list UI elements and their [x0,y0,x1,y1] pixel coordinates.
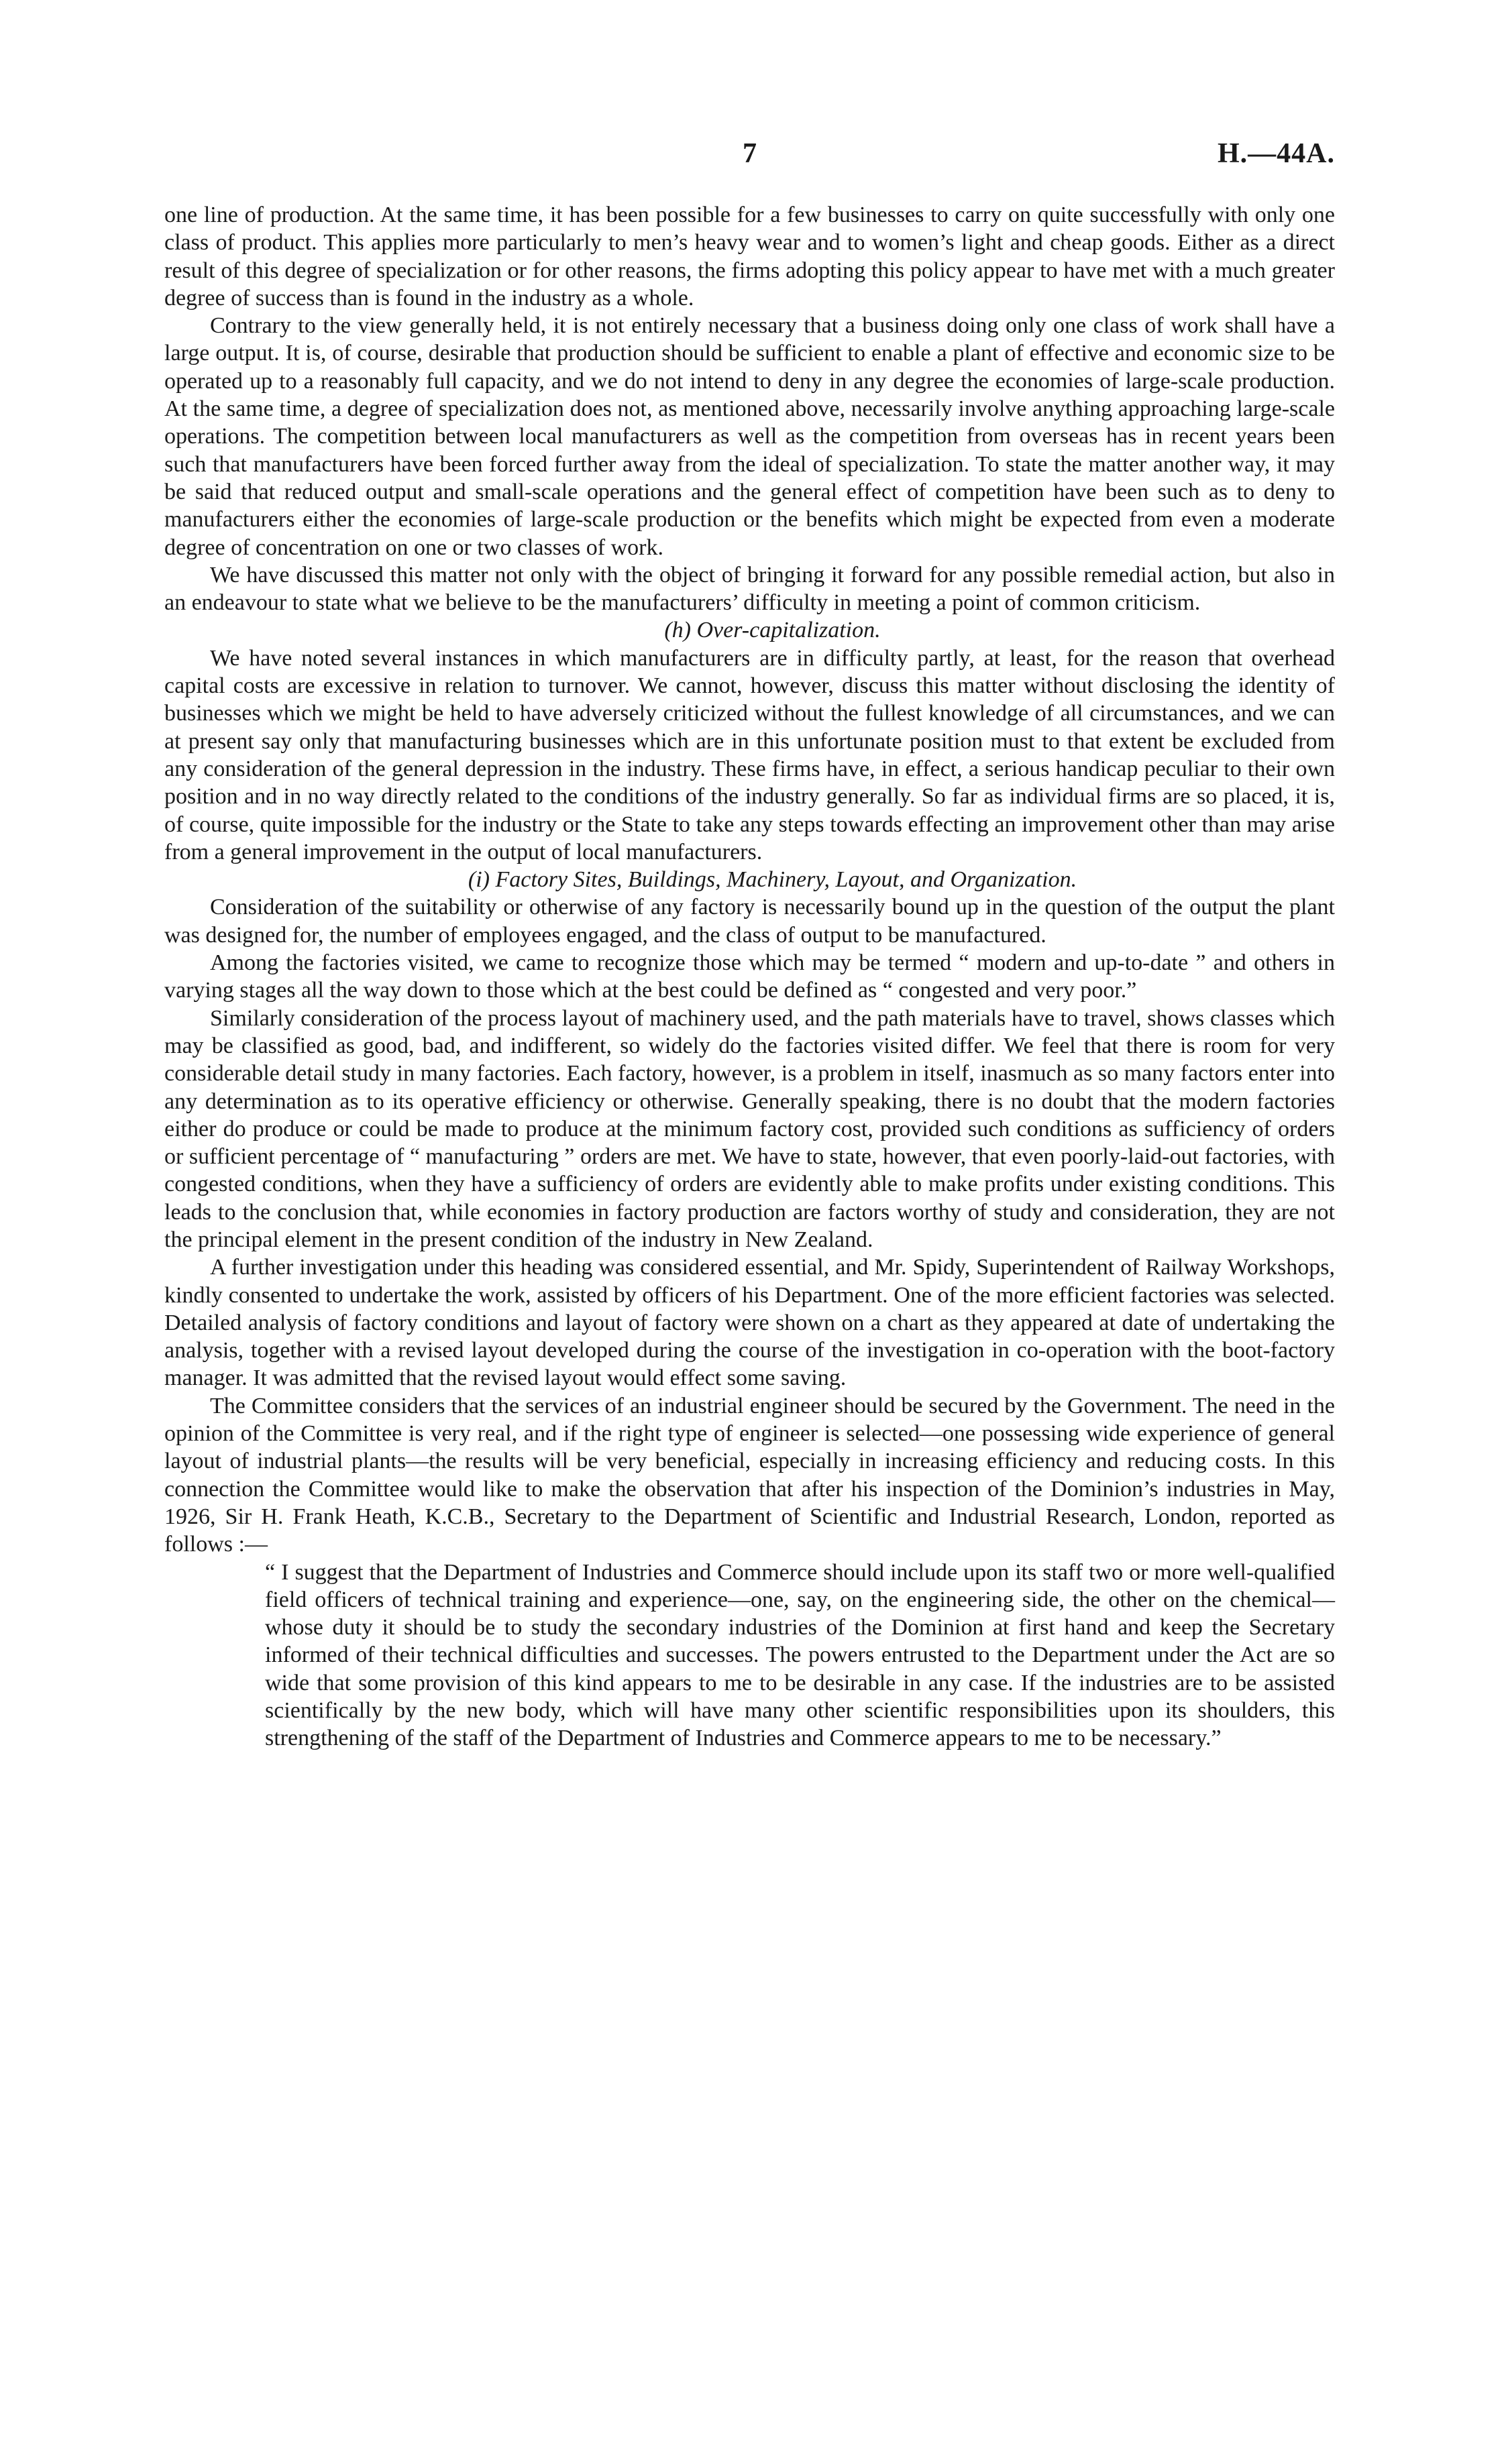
page-header [164,137,1335,178]
page-number: 7 [743,138,757,169]
paragraph-over-capitalization: We have noted several instances in which manufacturers are in difficulty partly, at least, for the reason that overhead capital costs are excessive in relation to turnover. We cannot, however, discuss this matter without disclosing the identity of businesses which we might be held to have adversely criticized without the fullest knowledge of all circumstances, and we can at present say only that manufacturing businesses which are in this unfortunate position must to that extent be excluded from any consideration of the general depression in the industry. These firms have, in effect, a serious handicap peculiar to their own position and in no way directly related to the conditions of the industry generally. So far as individual firms are so placed, it is, of course, quite impossible for the industry or the State to take any steps towards effecting an improvement other than may arise from a general improvement in the output of local manufacturers. [164,645,1335,864]
quote-text: “ I suggest that the Department of Industries and Commerce should include upon its staff two or more well-qualified field officers of technical training and experience—one, say, on the engineering side, the other on the chemical—whose duty it should be to study the secondary industries of the Dominion at first hand and keep the Secretary informed of their technical difficulties and successes. The powers entrusted to the Department under the Act are so wide that some provision of this kind appears to me to be desirable in any case. If the industries are to be assisted scientifically by the new body, which will have many other scientific responsibilities upon its shoulders, this strengthening of the staff of the Department of Industries and Commerce appears to me to be necessary.” [265,1559,1335,1751]
document-reference: H.—44A. [1218,138,1335,169]
section-heading-over-capitalization: (h) Over-capitalization. [664,618,881,643]
paragraph-suitability: Consideration of the suitability or otherwise of any factory is necessarily bound up in the question of the output the plant was designed for, the number of employees engaged, and the class of output to be manufactured. [164,895,1335,948]
paragraph-criticism: We have discussed this matter not only with the object of bringing it forward for any possible remedial action, but also in an endeavour to state what we believe to be the manufacturers’ difficulty in meeting a point of common criticism. [164,562,1335,616]
body-text [164,201,1335,1752]
paragraph-continuation: one line of production. At the same time, it has been possible for a few businesses to carry on quite successfully with only one class of product. This applies more particularly to men’s heavy wear and to women’s light and cheap goods. Either as a direct result of this degree of specialization or for other reasons, the firms adopting this policy appear to have met with a much greater degree of success than is found in the industry as a whole. [164,203,1335,311]
block-quote [265,1559,1335,1752]
section-heading-factory-sites: (i) Factory Sites, Buildings, Machinery, Layout, and Organization. [468,867,1077,893]
paragraph-specialization: Contrary to the view generally held, it is not entirely necessary that a business doing only one class of work shall have a large output. It is, of course, desirable that production should be sufficient to enable a plant of effective and economic size to be operated up to a reasonably full capacity, and we do not intend to deny in any degree the economies of large-scale production. At the same time, a degree of specialization does not, as mentioned above, necessarily involve anything approaching large-scale operations. The competition between local manufacturers as well as the competition from overseas has in recent years been such that manufacturers have been forced further away from the ideal of specialization. To state the matter another way, it may be said that reduced output and small-scale operations and the general effect of competition have been such as to deny to manufacturers either the economies of large-scale production or the benefits which might be expected from even a moderate degree of concentration on one or two classes of work. [164,313,1335,560]
paragraph-industrial-engineer: The Committee considers that the services of an industrial engineer should be secured by the Government. The need in the opinion of the Committee is very real, and if the right type of engineer is selected—one possessing wide experience of general layout of industrial plants—the results will be very beneficial, especially in increasing efficiency and reducing costs. In this connection the Committee would like to make the observation that after his inspection of the Dominion’s industries in May, 1926, Sir H. Frank Heath, K.C.B., Secretary to the Department of Scientific and Industrial Research, London, reported as follows :— [164,1393,1335,1557]
paragraph-process-layout: Similarly consideration of the process layout of machinery used, and the path materials have to travel, shows classes which may be classified as good, bad, and indifferent, so widely do the factories visited differ. We feel that there is room for very considerable detail study in many factories. Each factory, however, is a problem in itself, inasmuch as so many factors enter into any determination as to its operative efficiency or otherwise. Generally speaking, there is no doubt that the modern factories either do produce or could be made to produce at the minimum factory cost, provided such conditions as sufficiency of orders or sufficient percentage of “ manufacturing ” orders are met. We have to state, however, that even poorly-laid-out factories, with congested conditions, when they have a sufficiency of orders are evidently able to make profits under existing conditions. This leads to the conclusion that, while economies in factory production are factors worthy of study and consideration, they are not the principal element in the present condition of the industry in New Zealand. [164,1005,1335,1252]
paragraph-factories-visited: Among the factories visited, we came to recognize those which may be termed “ modern and up-to-date ” and others in varying stages all the way down to those which at the best could be defined as “ congested and very poor.” [164,950,1335,1003]
paragraph-investigation: A further investigation under this heading was considered essential, and Mr. Spidy, Superintendent of Railway Workshops, kindly consented to undertake the work, assisted by officers of his Department. One of the more efficient factories was selected. Detailed analysis of factory conditions and layout of factory were shown on a chart as they appeared at date of undertaking the analysis, together with a revised layout developed during the course of the investigation in co-operation with the boot-factory manager. It was admitted that the revised layout would effect some saving. [164,1255,1335,1391]
